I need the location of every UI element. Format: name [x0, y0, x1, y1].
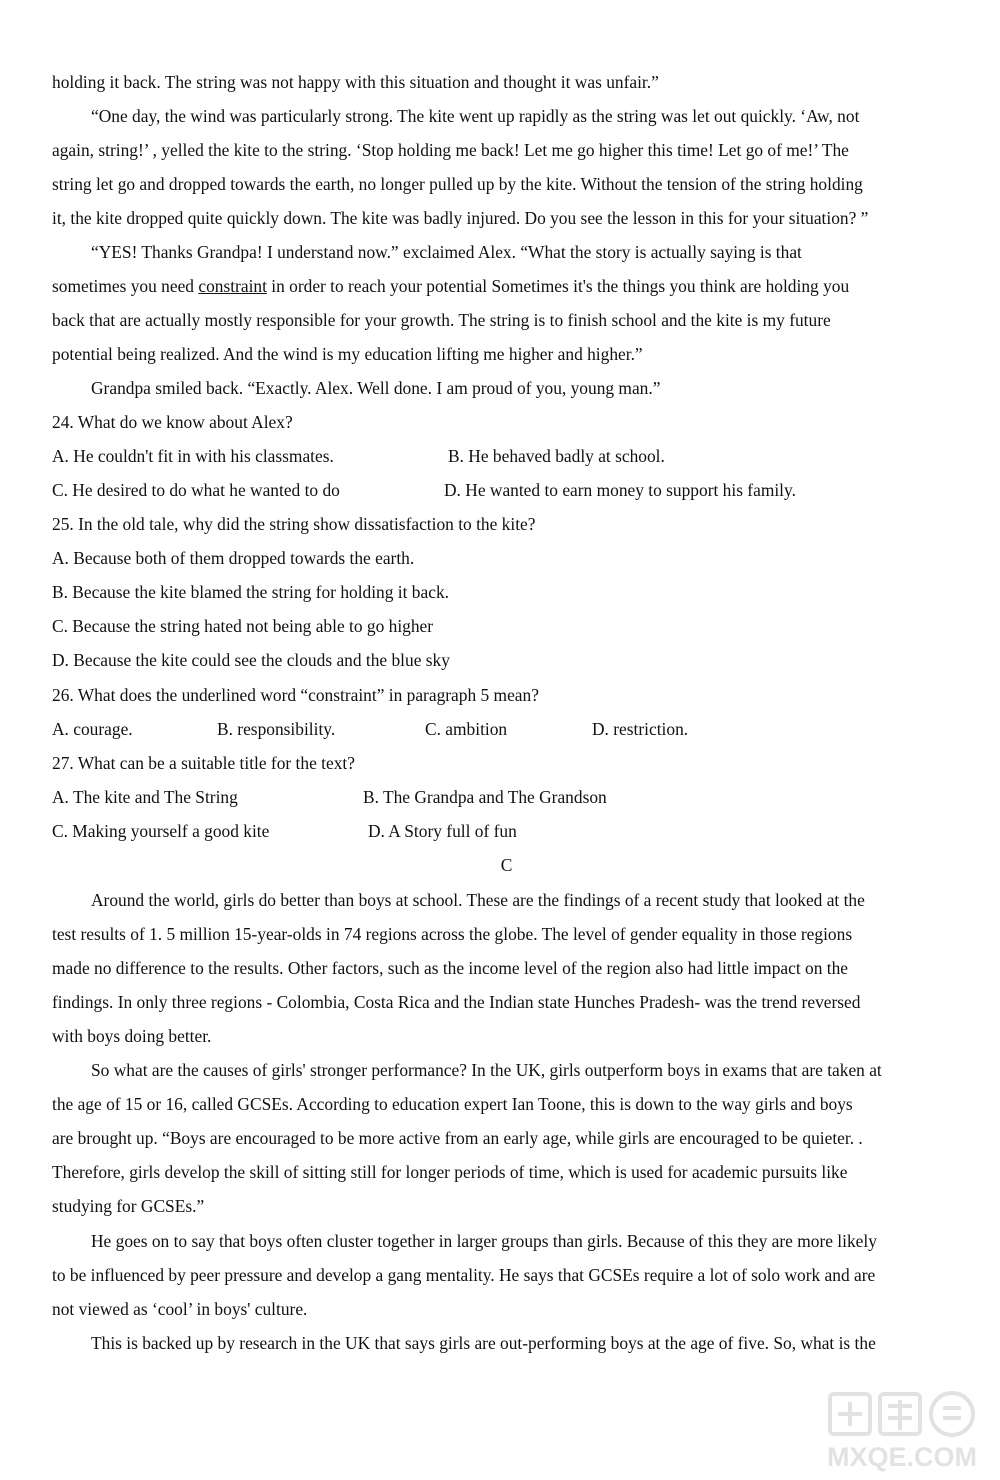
story-paragraph-line: Grandpa smiled back. “Exactly. Alex. Well done. I am proud of you, young man.” — [91, 378, 661, 398]
passage-line: to be influenced by peer pressure and develop a gang mentality. He says that GCSEs require a lot of solo work and are — [52, 1265, 876, 1285]
underlined-word: constraint — [198, 276, 267, 296]
q24-option-a: A. He couldn't fit in with his classmates. — [52, 446, 334, 466]
q25-option-d: D. Because the kite could see the clouds and the blue sky — [52, 650, 450, 670]
q27-option-c: C. Making yourself a good kite — [52, 821, 270, 841]
passage-line: made no difference to the results. Other factors, such as the income level of the region also had little impact on the — [52, 958, 849, 978]
q24-option-d: D. He wanted to earn money to support his family. — [444, 480, 796, 500]
q25-option-c: C. Because the string hated not being able to go higher — [52, 616, 434, 636]
story-paragraph-line: “One day, the wind was particularly strong. The kite went up rapidly as the string was let out quickly. ‘Aw, not — [91, 106, 860, 126]
passage-line: studying for GCSEs.” — [52, 1196, 205, 1216]
q24-option-c: C. He desired to do what he wanted to do — [52, 480, 340, 500]
passage-line: Therefore, girls develop the skill of sitting still for longer periods of time, which is used for academic pursuits like — [52, 1162, 848, 1182]
watermark-text: MXQE.COM — [826, 1442, 978, 1472]
q27-option-d: D. A Story full of fun — [368, 821, 517, 841]
q26-option-c: C. ambition — [425, 719, 508, 739]
question-26-stem: 26. What does the underlined word “constraint” in paragraph 5 mean? — [52, 685, 539, 705]
question-25-stem: 25. In the old tale, why did the string show dissatisfaction to the kite? — [52, 514, 536, 534]
story-paragraph-line: potential being realized. And the wind is my education lifting me higher and higher.” — [52, 344, 643, 364]
q25-option-b: B. Because the kite blamed the string for holding it back. — [52, 582, 449, 602]
story-paragraph-line: string let go and dropped towards the earth, no longer pulled up by the kite. Without the tension of the string holding — [52, 174, 863, 194]
story-paragraph-line: back that are actually mostly responsible for your growth. The string is to finish school and the kite is my future — [52, 310, 831, 330]
line-text: sometimes you need — [52, 276, 199, 296]
passage-line: the age of 15 or 16, called GCSEs. According to education expert Ian Toone, this is down to the way girls and boys — [52, 1094, 853, 1114]
passage-line: are brought up. “Boys are encouraged to be more active from an early age, while girls are encouraged to be quieter. . — [52, 1128, 863, 1148]
passage-line: So what are the causes of girls' stronger performance? In the UK, girls outperform boys in exams that are taken at — [91, 1060, 882, 1080]
q24-option-b: B. He behaved badly at school. — [448, 446, 665, 466]
story-paragraph-line: again, string!’ , yelled the kite to the string. ‘Stop holding me back! Let me go higher this time! Let go of me!’ The — [52, 140, 849, 160]
section-heading: C — [500, 855, 513, 875]
watermark-logo — [812, 1388, 992, 1474]
passage-line: He goes on to say that boys often cluster together in larger groups than girls. Because of this they are more likely — [91, 1231, 877, 1251]
q27-option-b: B. The Grandpa and The Grandson — [363, 787, 607, 807]
q27-option-a: A. The kite and The String — [52, 787, 238, 807]
passage-line: findings. In only three regions - Colombia, Costa Rica and the Indian state Hunches Pradesh- was the trend reversed — [52, 992, 861, 1012]
story-paragraph-line: “YES! Thanks Grandpa! I understand now.” exclaimed Alex. “What the story is actually saying is that — [91, 242, 802, 262]
passage-line: test results of 1. 5 million 15-year-olds in 74 regions across the globe. The level of gender equality in those regions — [52, 924, 853, 944]
q26-option-b: B. responsibility. — [217, 719, 336, 739]
story-paragraph-line — [52, 274, 849, 298]
q26-option-d: D. restriction. — [592, 719, 689, 739]
question-24-stem: 24. What do we know about Alex? — [52, 412, 293, 432]
passage-line: This is backed up by research in the UK that says girls are out-performing boys at the age of five. So, what is the — [91, 1333, 876, 1353]
question-27-stem: 27. What can be a suitable title for the text? — [52, 753, 355, 773]
q25-option-a: A. Because both of them dropped towards the earth. — [52, 548, 415, 568]
passage-line: Around the world, girls do better than boys at school. These are the findings of a recent study that looked at the — [91, 890, 865, 910]
passage-line: with boys doing better. — [52, 1026, 212, 1046]
line-text: in order to reach your potential Sometimes it's the things you think are holding you — [266, 276, 850, 296]
q26-option-a: A. courage. — [52, 719, 133, 739]
story-paragraph-tail: holding it back. The string was not happy with this situation and thought it was unfair.” — [52, 72, 659, 92]
passage-line: not viewed as ‘cool’ in boys' culture. — [52, 1299, 308, 1319]
story-paragraph-line: it, the kite dropped quite quickly down. The kite was badly injured. Do you see the lesson in this for your situation? ” — [52, 208, 869, 228]
